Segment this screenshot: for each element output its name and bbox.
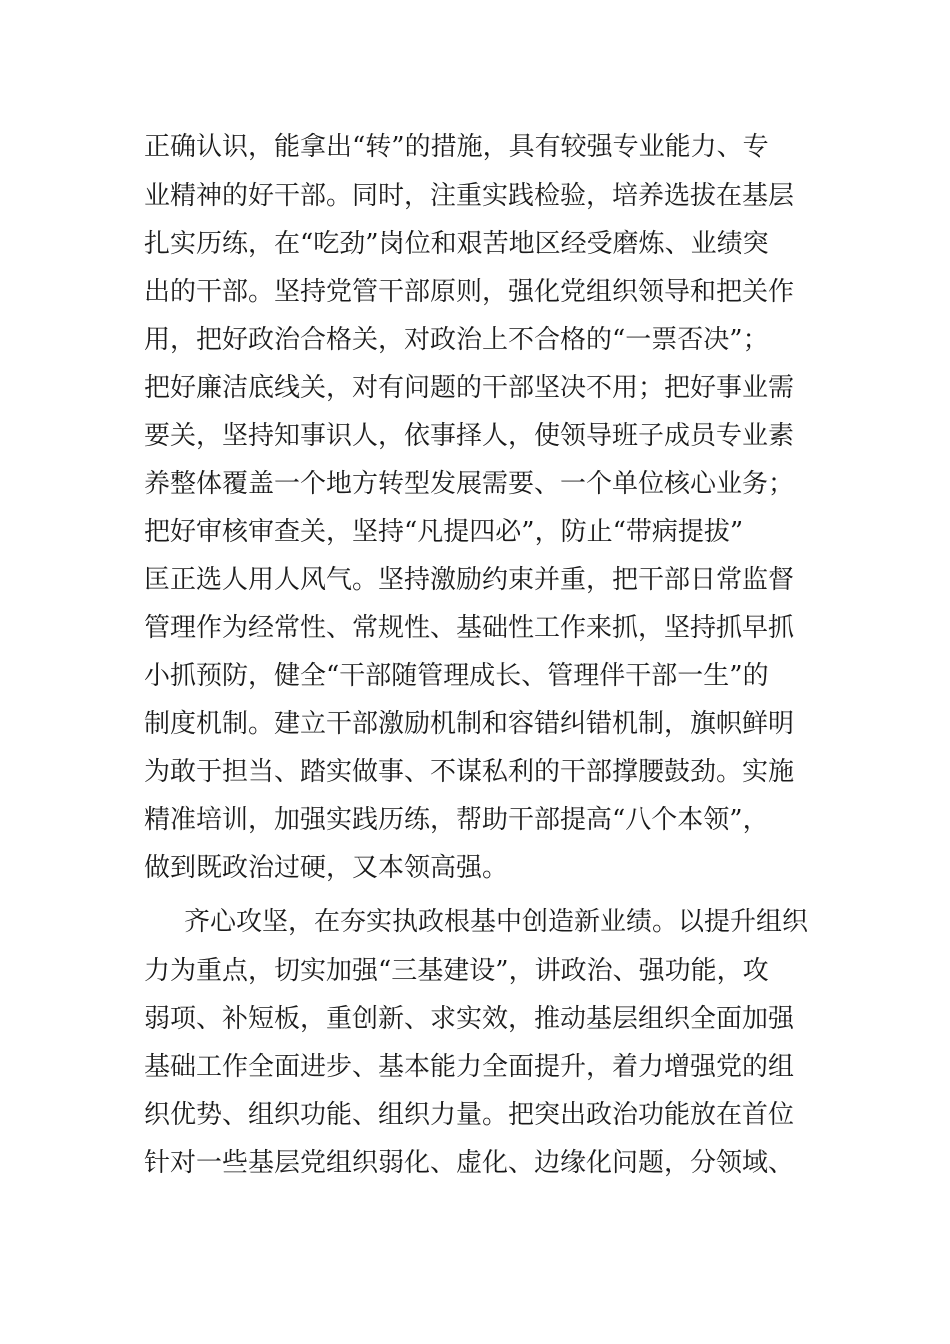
text-line: 基础工作全面进步、基本能力全面提升，着力增强党的组 — [144, 1052, 795, 1082]
text-line: 精准培训，加强实践历练，帮助干部提高“八个本领”， — [144, 805, 769, 835]
text-line: 力为重点，切实加强“三基建设”，讲政治、强功能，攻 — [144, 956, 769, 986]
text-line: 弱项、补短板，重创新、求实效，推动基层组织全面加强 — [144, 1004, 795, 1034]
text-line: 要关，坚持知事识人，依事择人，使领导班子成员专业素 — [144, 421, 795, 451]
text-line: 匡正选人用人风气。坚持激励约束并重，把干部日常监督 — [144, 565, 795, 595]
text-line: 养整体覆盖一个地方转型发展需要、一个单位核心业务； — [144, 469, 795, 499]
text-line: 用，把好政治合格关，对政治上不合格的“一票否决”； — [144, 325, 769, 355]
text-line: 扎实历练，在“吃劲”岗位和艰苦地区经受磨炼、业绩突 — [144, 229, 769, 259]
text-line: 把好廉洁底线关，对有问题的干部坚决不用；把好事业需 — [144, 373, 795, 403]
text-line: 为敢于担当、踏实做事、不谋私利的干部撑腰鼓劲。实施 — [144, 757, 795, 787]
text-line: 制度机制。建立干部激励机制和容错纠错机制，旗帜鲜明 — [144, 709, 795, 739]
paragraph-first-line: 齐心攻坚，在夯实执政根基中创造新业绩。以提升组织 — [184, 907, 809, 937]
text-line: 针对一些基层党组织弱化、虚化、边缘化问题，分领域、 — [144, 1148, 795, 1178]
text-line: 把好审核审查关，坚持“凡提四必”，防止“带病提拔” — [144, 517, 744, 547]
text-line: 织优势、组织功能、组织力量。把突出政治功能放在首位 — [144, 1100, 795, 1130]
text-line: 做到既政治过硬，又本领高强。 — [144, 853, 509, 883]
text-line: 管理作为经常性、常规性、基础性工作来抓，坚持抓早抓 — [144, 613, 795, 643]
text-line: 业精神的好干部。同时，注重实践检验，培养选拔在基层 — [144, 181, 795, 211]
text-line: 出的干部。坚持党管干部原则，强化党组织领导和把关作 — [144, 277, 795, 307]
text-line: 小抓预防，健全“干部随管理成长、管理伴干部一生”的 — [144, 661, 769, 691]
text-line: 正确认识，能拿出“转”的措施，具有较强专业能力、专 — [144, 132, 769, 162]
